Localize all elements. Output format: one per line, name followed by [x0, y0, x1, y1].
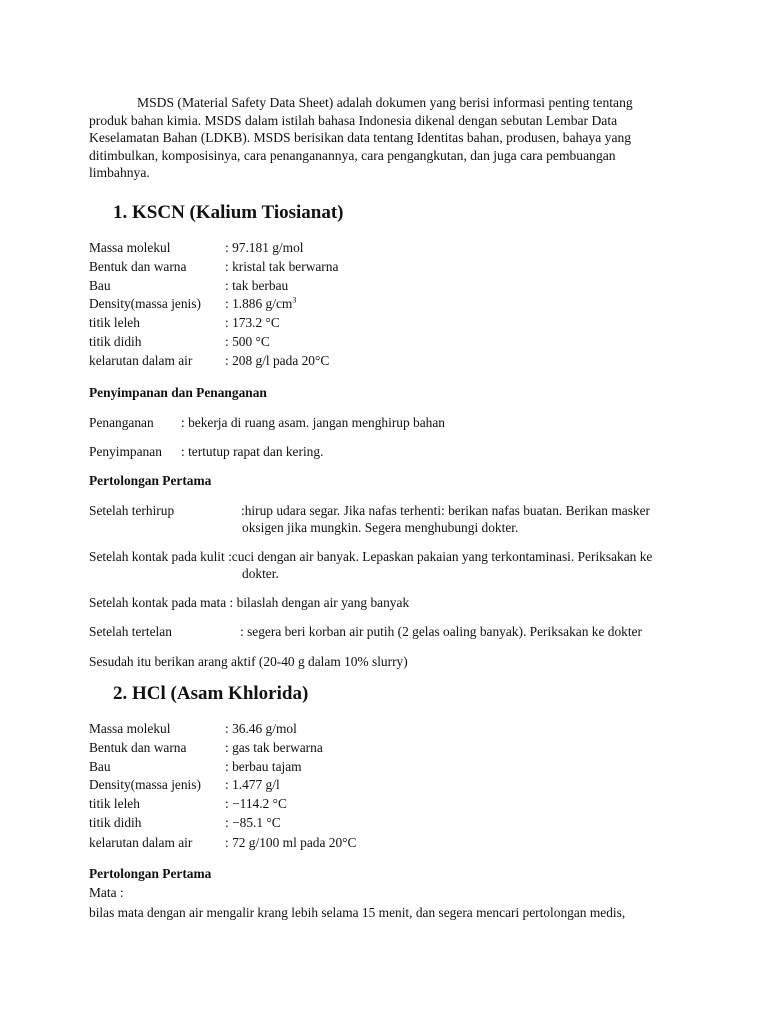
inhaled-value-line-2: oksigen jika mungkin. Segera menghubungi dokter. [242, 520, 519, 535]
skin-contact-line-1: Setelah kontak pada kulit :cuci dengan air banyak. Lepaskan pakaian yang terkontaminasi. Periksakan ke [89, 549, 653, 564]
hcl-eye-text: bilas mata dengan air mengalir krang lebih selama 15 menit, dan segera mencari pertolongan medis, [89, 905, 626, 920]
property-label: titik didih [89, 814, 142, 830]
property-label: titik leleh [89, 315, 140, 331]
property-label: Bentuk dan warna [89, 258, 187, 274]
property-value: : berbau tajam [225, 758, 302, 774]
activated-charcoal-line: Sesudah itu berikan arang aktif (20-40 g dalam 10% slurry) [89, 654, 408, 669]
property-value: : 173.2 °C [225, 315, 280, 331]
property-label: titik didih [89, 333, 142, 349]
kscn-property-row [89, 352, 338, 371]
property-value: : 208 g/l pada 20°C [225, 352, 330, 368]
property-label: Massa molekul [89, 240, 171, 255]
skin-contact-line-2: dokter. [242, 566, 279, 581]
superscript-exponent: 3 [292, 295, 297, 305]
property-label: kelarutan dalam air [89, 834, 193, 850]
kscn-property-row [89, 333, 338, 352]
storage-value: : tertutup rapat dan kering. [181, 444, 324, 459]
hcl-property-row [89, 795, 356, 814]
property-value [225, 295, 296, 314]
hcl-first-aid-heading: Pertolongan Pertama [89, 866, 212, 881]
property-label: Bau [89, 277, 111, 293]
handling-label: Penanganan [89, 415, 154, 430]
kscn-property-row [89, 258, 338, 277]
property-label: titik leleh [89, 796, 140, 812]
hcl-property-row [89, 739, 356, 758]
hcl-property-row [89, 814, 356, 833]
kscn-property-row [89, 314, 338, 333]
kscn-property-row [89, 277, 338, 296]
property-value: : 36.46 g/mol [225, 721, 297, 736]
property-label: Bau [89, 758, 111, 774]
density-value: : 1.886 g/cm [225, 296, 293, 312]
kscn-first-aid-heading: Pertolongan Pertama [89, 473, 212, 488]
hcl-property-row [89, 776, 356, 795]
property-label: Density(massa jenis) [89, 296, 201, 312]
storage-handling-heading: Penyimpanan dan Penanganan [89, 385, 267, 400]
kscn-properties-table [89, 239, 338, 371]
property-value: : tak berbau [225, 277, 289, 293]
storage-label: Penyimpanan [89, 444, 162, 459]
kscn-property-row [89, 295, 338, 314]
hcl-eye-label: Mata : [89, 885, 124, 900]
property-label: Bentuk dan warna [89, 739, 187, 755]
property-value: : kristal tak berwarna [225, 258, 339, 274]
property-value: : 500 °C [225, 333, 270, 349]
property-value: : −85.1 °C [225, 814, 281, 830]
property-value: : 1.477 g/l [225, 777, 280, 793]
intro-paragraph [89, 94, 649, 182]
hcl-property-row [89, 758, 356, 777]
property-value: : gas tak berwarna [225, 739, 323, 755]
property-label: Massa molekul [89, 721, 171, 736]
inhaled-label: Setelah terhirup [89, 503, 175, 518]
property-label: Density(massa jenis) [89, 777, 201, 793]
swallowed-value: : segera beri korban air putih (2 gelas oaling banyak). Periksakan ke dokter [240, 624, 642, 639]
property-value: : 97.181 g/mol [225, 240, 304, 255]
intro-text: MSDS (Material Safety Data Sheet) adalah dokumen yang berisi informasi penting tentang produk bahan kimia. MSDS dalam istilah bahasa Indonesia dikenal dengan sebutan Lembar Data Keselamatan Bahan (LDKB). MSDS berisikan data tentang Identitas bahan, produsen, bahaya yang ditimbulkan, komposisinya, cara penanganannya, cara pengangkutan, dan juga cara pembuangan limbahnya. [89, 95, 633, 180]
property-value: : −114.2 °C [225, 796, 287, 812]
property-value: : 72 g/100 ml pada 20°C [225, 834, 357, 850]
hcl-property-row [89, 720, 356, 739]
hcl-property-row [89, 834, 356, 853]
eye-contact-line: Setelah kontak pada mata : bilaslah dengan air yang banyak [89, 595, 410, 610]
kscn-heading: 1. KSCN (Kalium Tiosianat) [113, 202, 344, 223]
swallowed-label: Setelah tertelan [89, 624, 172, 639]
property-label: kelarutan dalam air [89, 352, 193, 368]
handling-value: : bekerja di ruang asam. jangan menghirup bahan [181, 415, 446, 430]
hcl-properties-table [89, 720, 356, 853]
inhaled-value-line-1: :hirup udara segar. Jika nafas terhenti: berikan nafas buatan. Berikan masker [241, 503, 651, 518]
hcl-heading: 2. HCl (Asam Khlorida) [113, 683, 309, 704]
kscn-property-row [89, 239, 338, 258]
